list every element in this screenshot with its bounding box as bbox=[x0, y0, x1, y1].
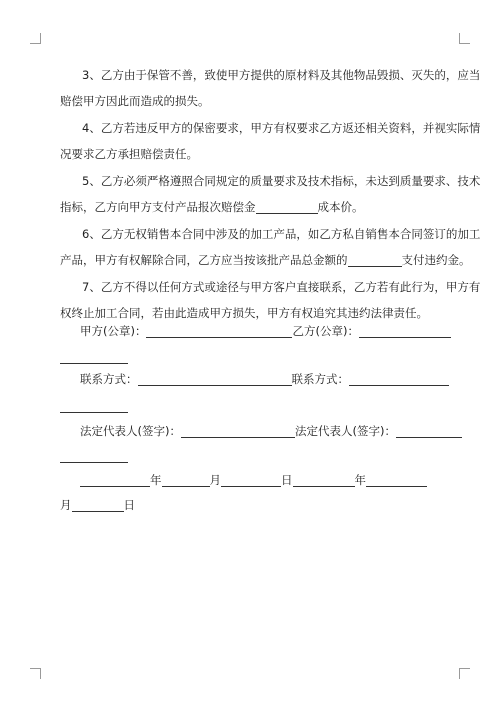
clause-5-text-a: 指标，乙方向甲方支付产品报次赔偿金 bbox=[60, 200, 256, 214]
clause-7-line-1: 7、乙方不得以任何方式或途径与甲方客户直接联系，乙方若有此行为，甲方有 bbox=[82, 280, 481, 294]
party-a-year-label: 年 bbox=[150, 473, 162, 487]
party-b-year-field[interactable] bbox=[293, 473, 355, 487]
clause-5-text-b: 成本价。 bbox=[317, 200, 364, 214]
party-b-year-label: 年 bbox=[354, 473, 366, 487]
party-b-contact-field-continued[interactable] bbox=[60, 399, 128, 413]
seal-row-continuation bbox=[60, 346, 440, 368]
party-a-seal-label: 甲方(公章)： bbox=[80, 324, 147, 338]
party-b-day-label: 日 bbox=[123, 498, 135, 512]
clause-3-line-1: 3、乙方由于保管不善，致使甲方提供的原材料及其他物品毁损、灭失的，应当 bbox=[82, 68, 481, 82]
party-b-representative-field[interactable] bbox=[396, 424, 462, 438]
party-b-contact-label: 联系方式： bbox=[291, 372, 349, 386]
party-a-day-field[interactable] bbox=[221, 473, 281, 487]
clause-6-text-a: 产品，甲方有权解除合同，乙方应当按该批产品总金额的 bbox=[60, 253, 348, 267]
clause-7-line-2: 权终止加工合同，若由此造成甲方损失，甲方有权追究其违约法律责任。 bbox=[60, 306, 428, 320]
corner-mark-bottom-left bbox=[30, 668, 41, 679]
party-b-seal-field[interactable] bbox=[359, 324, 451, 338]
clause-6-line-2 bbox=[60, 249, 471, 271]
party-b-representative-label: 法定代表人(签字)： bbox=[294, 424, 396, 438]
party-a-month-field[interactable] bbox=[162, 473, 210, 487]
seal-row bbox=[60, 320, 440, 342]
party-b-seal-label: 乙方(公章)： bbox=[292, 324, 359, 338]
party-b-month-field[interactable] bbox=[366, 473, 427, 487]
corner-mark-top-left bbox=[30, 33, 41, 44]
compensation-blank[interactable] bbox=[256, 200, 318, 214]
party-b-month-label: 月 bbox=[60, 498, 72, 512]
date-row-continuation bbox=[60, 494, 440, 516]
corner-mark-bottom-right bbox=[459, 668, 470, 679]
party-a-day-label: 日 bbox=[281, 473, 293, 487]
party-a-seal-field[interactable] bbox=[146, 324, 292, 338]
clause-5-line-1: 5、乙方必须严格遵照合同规定的质量要求及技术指标，未达到质量要求、技术 bbox=[82, 174, 481, 188]
party-a-year-field[interactable] bbox=[80, 473, 150, 487]
representative-row-continuation bbox=[60, 445, 440, 467]
penalty-percentage-blank[interactable] bbox=[348, 253, 402, 267]
party-b-representative-field-continued[interactable] bbox=[60, 449, 128, 463]
party-a-representative-label: 法定代表人(签字)： bbox=[80, 424, 181, 438]
clause-6-line-1: 6、乙方无权销售本合同中涉及的加工产品，如乙方私自销售本合同签订的加工 bbox=[82, 227, 481, 241]
contact-row bbox=[60, 368, 440, 390]
date-row bbox=[60, 469, 440, 491]
representative-row bbox=[60, 420, 440, 442]
clause-5-line-2 bbox=[60, 196, 440, 218]
party-a-contact-label: 联系方式： bbox=[80, 372, 138, 386]
party-a-month-label: 月 bbox=[209, 473, 221, 487]
clause-4-line-2: 况要求乙方承担赔偿责任。 bbox=[60, 147, 198, 161]
corner-mark-top-right bbox=[459, 33, 470, 44]
contact-row-continuation bbox=[60, 395, 440, 417]
party-a-representative-field[interactable] bbox=[181, 424, 295, 438]
party-b-seal-field-continued[interactable] bbox=[60, 350, 128, 364]
clause-3-line-2: 赔偿甲方因此而造成的损失。 bbox=[60, 94, 210, 108]
party-b-day-field[interactable] bbox=[72, 498, 124, 512]
party-b-contact-field[interactable] bbox=[349, 372, 449, 386]
clause-4-line-1: 4、乙方若违反甲方的保密要求，甲方有权要求乙方返还相关资料，并视实际情 bbox=[82, 121, 481, 135]
party-a-contact-field[interactable] bbox=[138, 372, 292, 386]
clause-6-text-b: 支付违约金。 bbox=[401, 253, 471, 267]
